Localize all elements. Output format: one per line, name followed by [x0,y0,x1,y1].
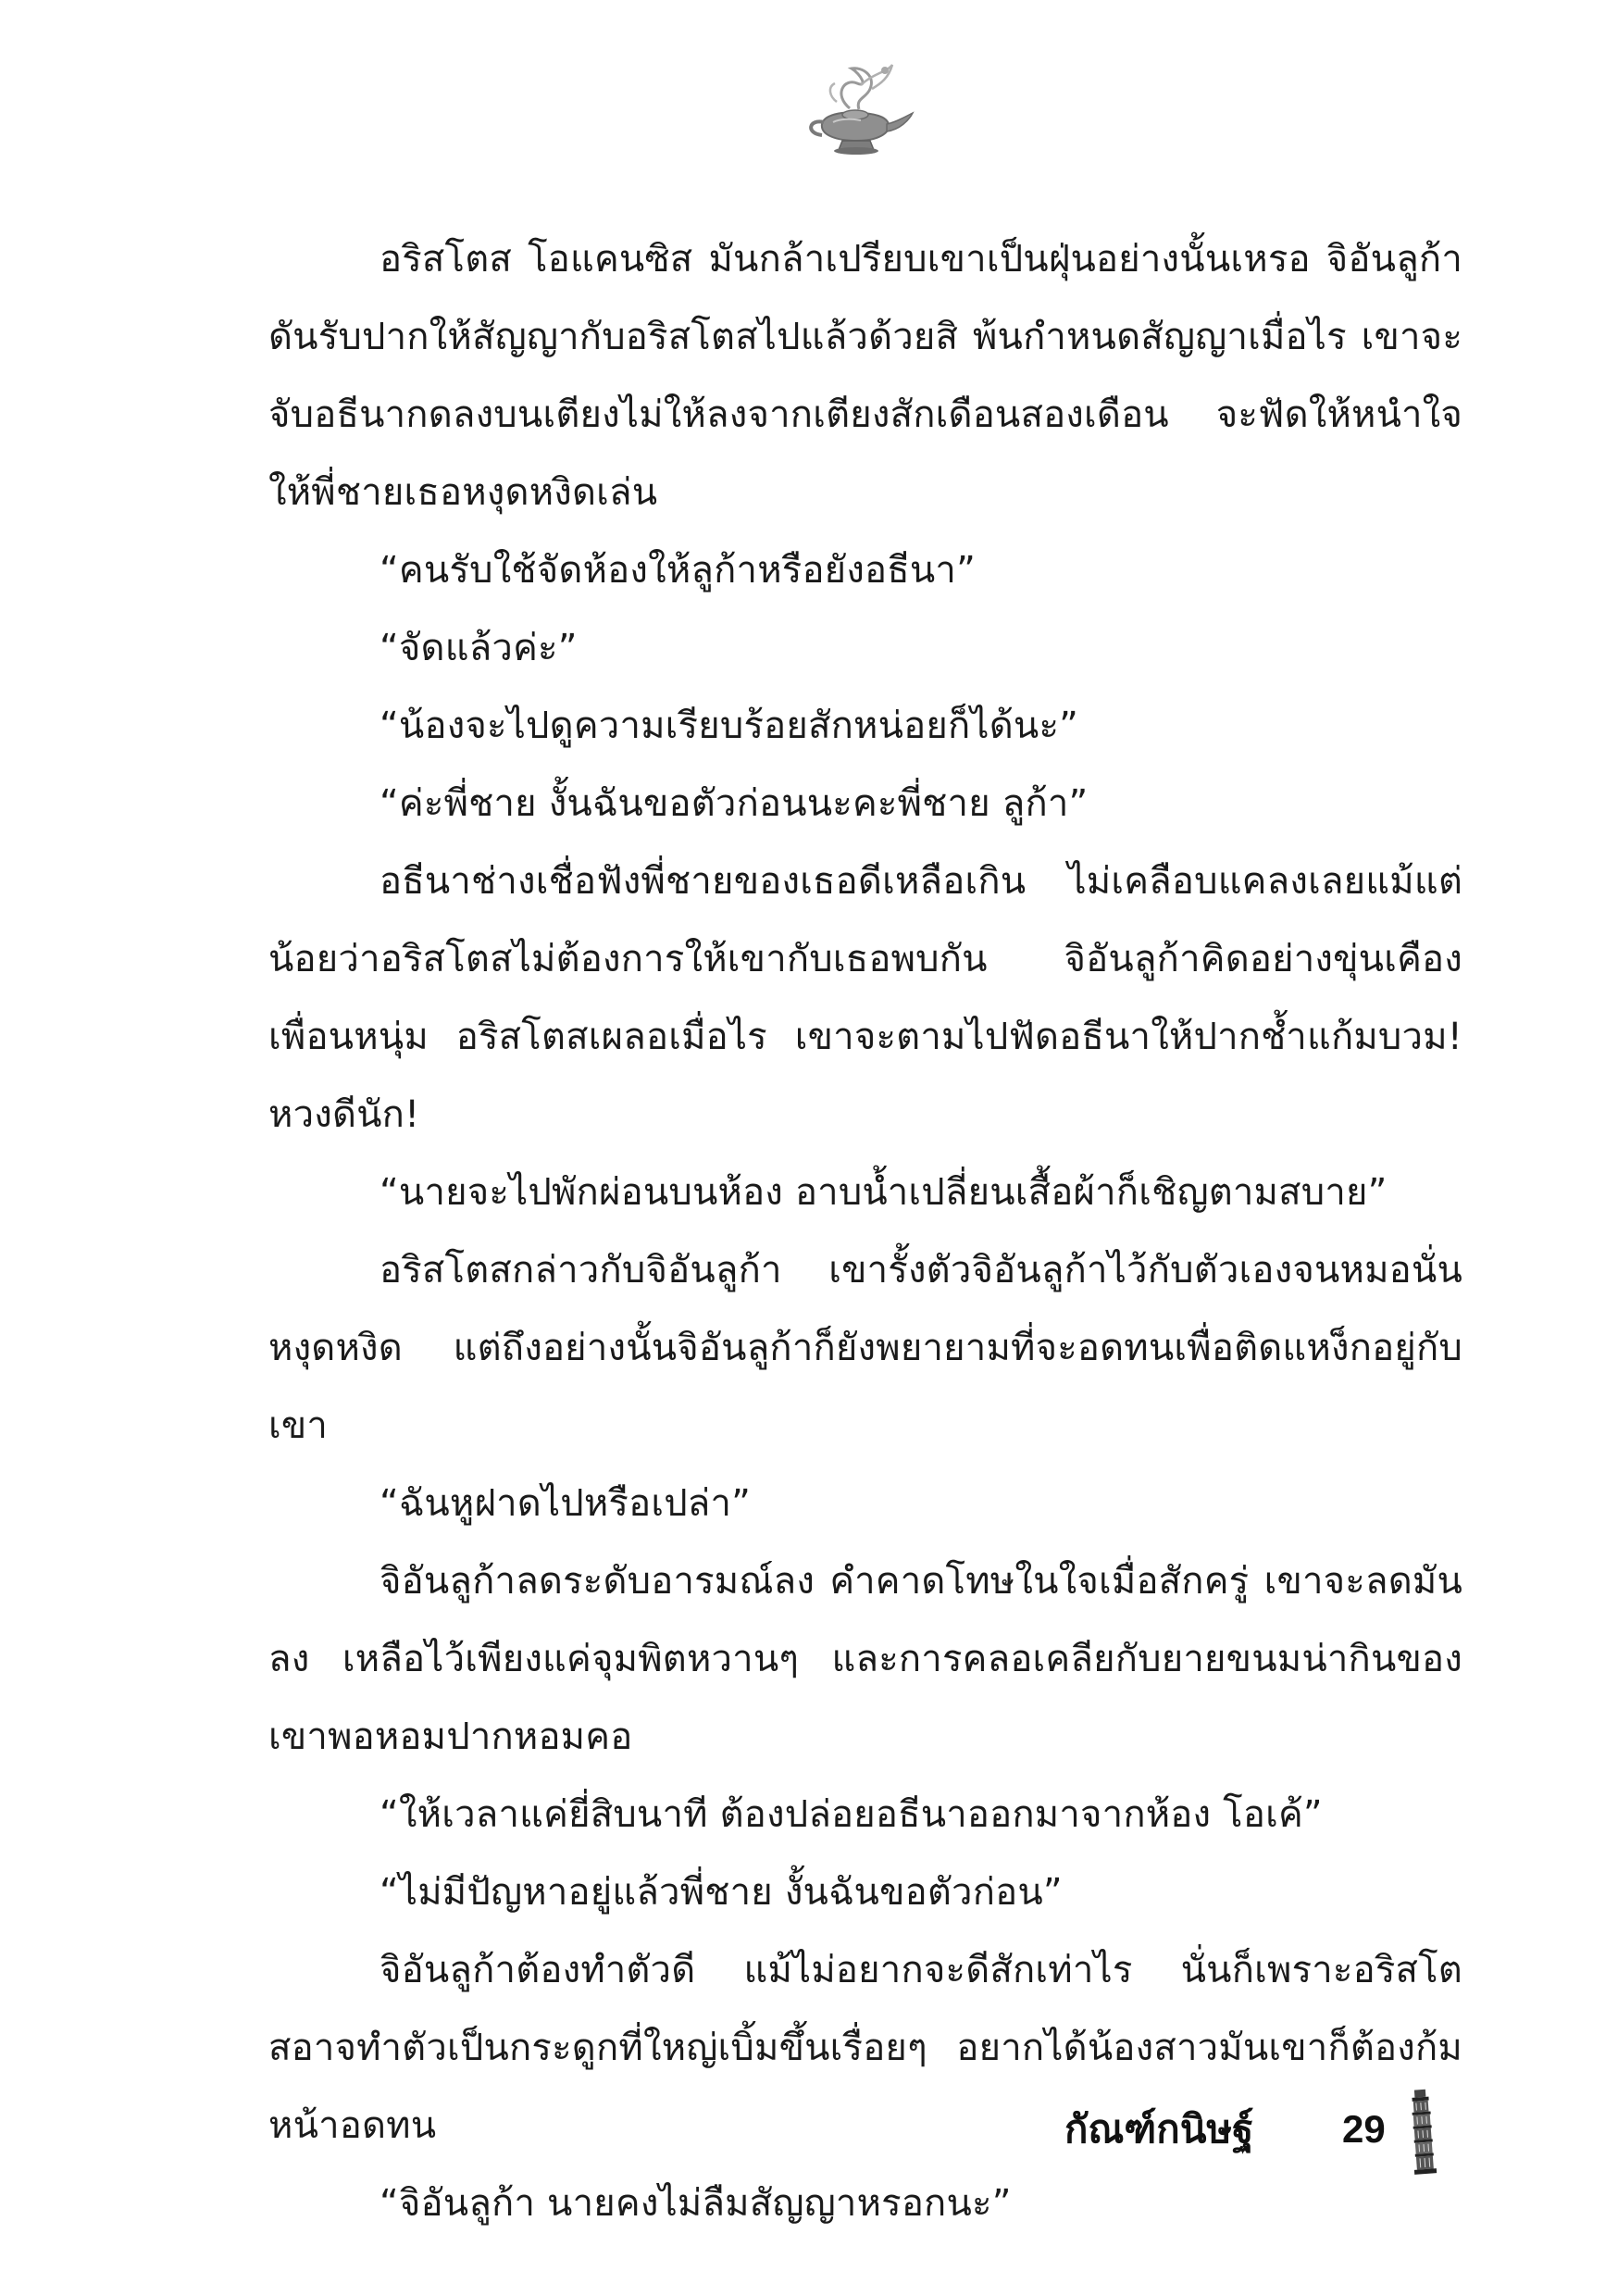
leaning-tower-icon [1407,2088,1444,2177]
book-title: กัณฑ์กนิษฐ์ [1064,2106,1254,2152]
paragraph-2: อธีนาช่างเชื่อฟังพี่ชายของเธอดีเหลือเกิน ไม่เคลือบแคลงเลยแม้แต่น้อยว่าอริสโตสไม่ต้องการให้เขากับเธอพบกัน จิอันลูก้าคิดอย่างขุ่นเคืองเพื่อนหนุ่ม อริสโตสเผลอเมื่อไร เขาจะตามไปฟัดอธีนาให้ปากช้ำแก้มบวม! หวงดีนัก! [268,860,1462,1136]
page-footer [1064,2088,1453,2171]
dialog-line-7: “ให้เวลาแค่ยี่สิบนาที ต้องปล่อยอธีนาออกมาจากห้อง โอเค้” [380,1793,1323,1836]
dialog-line-5: “นายจะไปพักผ่อนบนห้อง อาบน้ำเปลี่ยนเสื้อผ้าก็เชิญตามสบาย” [380,1171,1388,1214]
dialog-line-8: “ไม่มีปัญหาอยู่แล้วพี่ชาย งั้นฉันขอตัวก่อน” [380,1871,1063,1914]
body-text [268,220,1462,2242]
genie-lamp-icon [796,57,916,159]
paragraph-3: อริสโตสกล่าวกับจิอันลูก้า เขารั้งตัวจิอันลูก้าไว้กับตัวเองจนหมอนั่นหงุดหงิด แต่ถึงอย่างนั้นจิอันลูก้าก็ยังพยายามที่จะอดทนเพื่อติดแหง็กอยู่กับเขา [268,1249,1462,1447]
paragraph-1: อริสโตส โอแคนซิส มันกล้าเปรียบเขาเป็นฝุ่นอย่างนั้นเหรอ จิอันลูก้าดันรับปากให้สัญญากับอริสโตสไปแล้วด้วยสิ พ้นกำหนดสัญญาเมื่อไร เขาจะจับอธีนากดลงบนเตียงไม่ให้ลงจากเตียงสักเดือนสองเดือน จะฟัดให้หนำใจ ให้พี่ชายเธอหงุดหงิดเล่น [268,238,1462,514]
paragraph-5: จิอันลูก้าต้องทำตัวดี แม้ไม่อยากจะดีสักเท่าไร นั่นก็เพราะอริสโตสอาจทำตัวเป็นกระดูกที่ใหญ่เบิ้มขึ้นเรื่อยๆ อยากได้น้องสาวมันเขาก็ต้องก้มหน้าอดทน [268,1949,1462,2147]
dialog-line-3: “น้องจะไปดูความเรียบร้อยสักหน่อยก็ได้นะ” [380,705,1079,747]
paragraph-4: จิอันลูก้าลดระดับอารมณ์ลง คำคาดโทษในใจเมื่อสักครู่ เขาจะลดมันลง เหลือไว้เพียงแค่จุมพิตหวานๆ และการคลอเคลียกับยายขนมน่ากินของเขาพอหอมปากหอมคอ [268,1560,1462,1758]
page-number: 29 [1342,2107,1386,2151]
dialog-line-6: “ฉันหูฝาดไปหรือเปล่า” [380,1482,752,1525]
dialog-line-9: “จิอันลูก้า นายคงไม่ลืมสัญญาหรอกนะ” [380,2182,1012,2225]
dialog-line-1: “คนรับใช้จัดห้องให้ลูก้าหรือยังอธีนา” [380,549,977,592]
dialog-line-4: “ค่ะพี่ชาย งั้นฉันขอตัวก่อนนะคะพี่ชาย ลูก้า” [380,782,1089,825]
dialog-line-2: “จัดแล้วค่ะ” [380,627,578,669]
